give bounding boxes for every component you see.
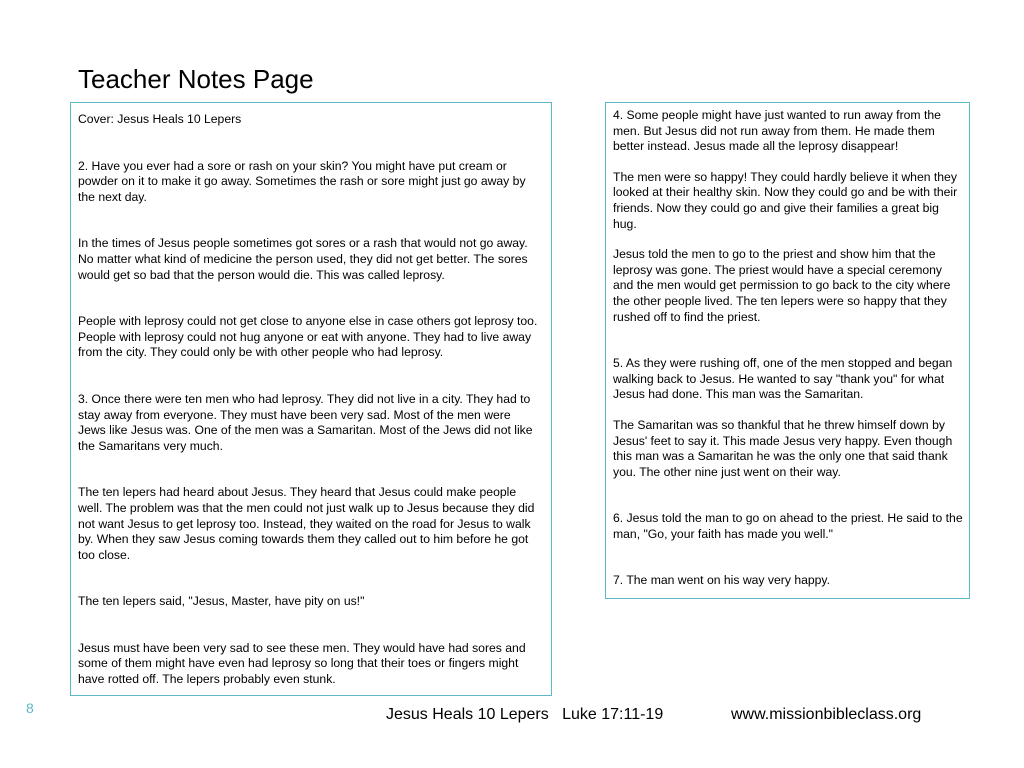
left-paragraph-5: 3. Once there were ten men who had leprosy. They did not live in a city. They had to stay away from everyone. They must have been very sad. Most of the men were Jews like Jesus was. One of the men was a Samaritan. Most of the Jews did not like the Samaritans very much. [78,391,533,453]
left-paragraph-1: Cover: Jesus Heals 10 Lepers [78,112,242,126]
right-paragraph-7: 7. The man went on his way very happy. [613,573,831,588]
left-paragraph-4: People with leprosy could not get close to anyone else in case others got leprosy too. People with leprosy could not hug anyone or eat with anyone. They had to live away from the city. They could only be with other people who had leprosy. [78,314,538,360]
left-notes-box [70,102,552,696]
page-title: Teacher Notes Page [78,64,314,94]
right-paragraph-4: 5. As they were rushing off, one of the men stopped and began walking back to Jesus. He wanted to say "thank you" for what Jesus had done. This man was the Samaritan. [613,356,953,402]
right-paragraph-3: Jesus told the men to go to the priest and show him that the leprosy was gone. The priest would have a special ceremony and the men would get permission to go back to the city where the other people lived. The ten lepers were so happy that they rushed off to find the priest. [613,247,951,324]
footer-lesson-reference: Jesus Heals 10 Lepers Luke 17:11-19 [386,706,664,723]
footer-website: www.missionbibleclass.org [731,706,922,723]
left-paragraph-8: Jesus must have been very sad to see these men. They would have had sores and some of them might have even had leprosy so long that their toes or fingers might have rotted off. The lepers probably even stunk. [78,640,526,687]
left-paragraph-3: In the times of Jesus people sometimes got sores or a rash that would not go away. No matter what kind of medicine the person used, they did not get better. The sores would get so bad that the person would die. This was called leprosy. [78,236,528,282]
right-notes-box [605,102,970,599]
right-paragraph-5: The Samaritan was so thankful that he threw himself down by Jesus' feet to say it. This made Jesus very happy. Even though this man was a Samaritan he was the only one that said thank you. The other nine just went on their way. [613,417,953,479]
left-paragraph-7: The ten lepers said, "Jesus, Master, have pity on us!" [78,594,365,609]
left-paragraph-2: 2. Have you ever had a sore or rash on your skin? You might have put cream or powder on it to make it go away. Sometimes the rash or sore might just go away by the next day. [78,158,526,204]
right-paragraph-2: The men were so happy! They could hardly believe it when they looked at their healthy skin. Now they could go and be with their friends. Now they could go and give their families a great big hug. [613,169,958,231]
left-paragraph-6: The ten lepers had heard about Jesus. They heard that Jesus could make people well. The problem was that the men could not just walk up to Jesus because they did not want Jesus to get leprosy too. Instead, they waited on the road for Jesus to walk by. When they saw Jesus coming towards them they called out to him before he got too close. [78,485,535,562]
page-number: 8 [26,700,34,716]
right-paragraph-1: 4. Some people might have just wanted to run away from the men. But Jesus did not run away from them. He made them better instead. Jesus made all the leprosy disappear! [613,108,941,154]
right-paragraph-6: 6. Jesus told the man to go on ahead to the priest. He said to the man, "Go, your faith has made you well." [613,511,963,541]
